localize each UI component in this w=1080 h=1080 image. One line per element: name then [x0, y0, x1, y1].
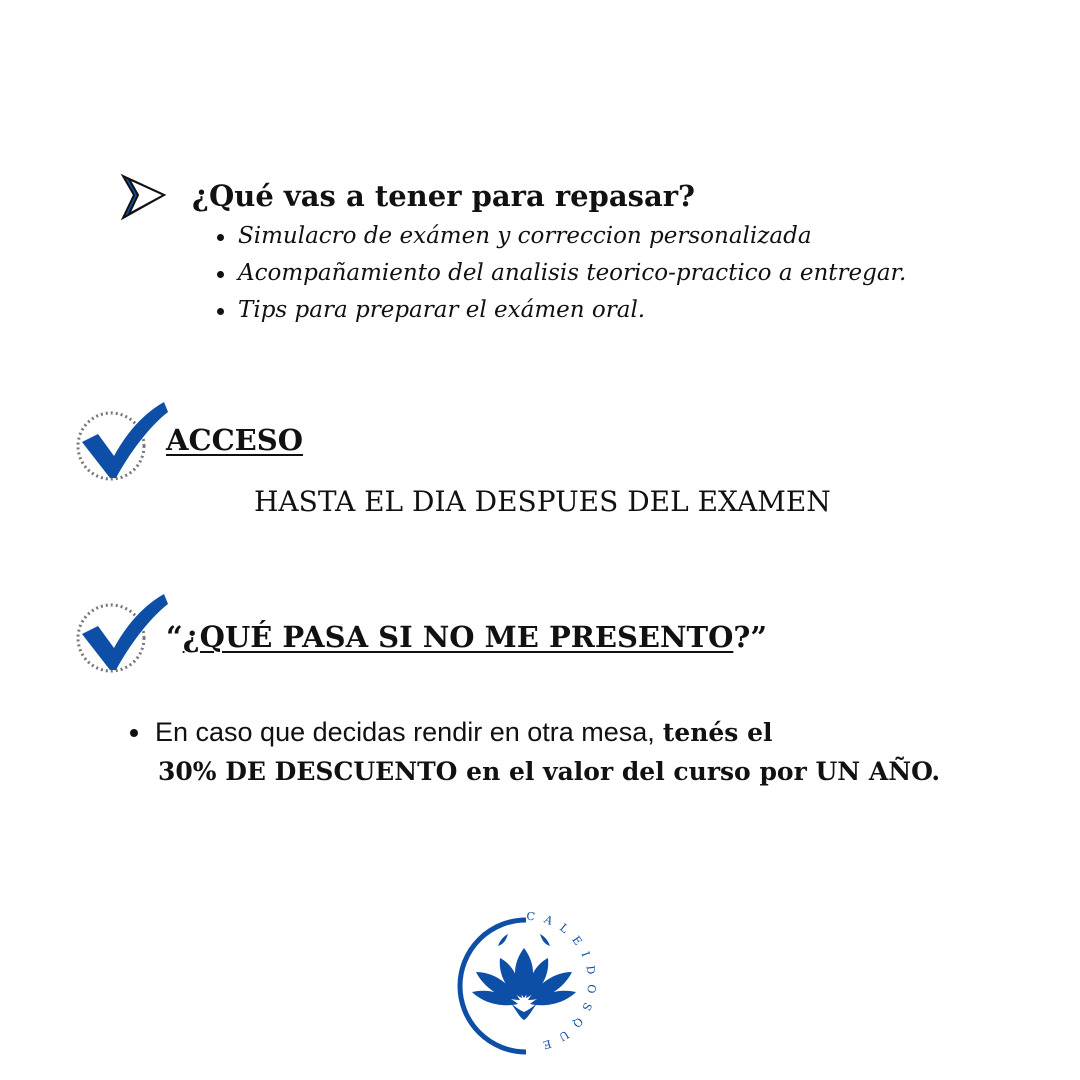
- repasar-list: [214, 218, 906, 329]
- checkmark-icon: [72, 588, 172, 678]
- lotus-icon: [472, 934, 576, 1020]
- bullet-icon: [130, 729, 138, 737]
- list-item: Tips para preparar el exámen oral.: [214, 292, 906, 329]
- acceso-heading: ACCESO: [166, 423, 303, 457]
- presento-text-line1: [155, 712, 772, 753]
- presento-heading-tail: ?”: [733, 620, 768, 654]
- presento-text-bold: tenés el: [662, 718, 773, 747]
- presento-heading-underlined: ¿QUÉ PASA SI NO ME PRESENTO: [182, 620, 734, 654]
- quote-open: “: [166, 620, 183, 654]
- presento-text-normal: En caso que decidas rendir en otra mesa,: [155, 717, 655, 747]
- list-item: Acompañamiento del analisis teorico-practico a entregar.: [214, 255, 906, 292]
- checkmark-icon: [72, 398, 172, 488]
- chevron-arrow-icon: [120, 173, 168, 221]
- caleidosque-logo: [450, 912, 610, 1060]
- repasar-heading: ¿Qué vas a tener para repasar?: [192, 179, 696, 213]
- presento-text-line2: 30% DE DESCUENTO en el valor del curso por UN AÑO.: [158, 757, 941, 786]
- logo-brand-text: CALEIDOSQUE: [525, 912, 599, 1054]
- list-item: Simulacro de exámen y correccion personalizada: [214, 218, 906, 255]
- presento-heading: [166, 616, 767, 658]
- acceso-text: HASTA EL DIA DESPUES DEL EXAMEN: [254, 485, 831, 518]
